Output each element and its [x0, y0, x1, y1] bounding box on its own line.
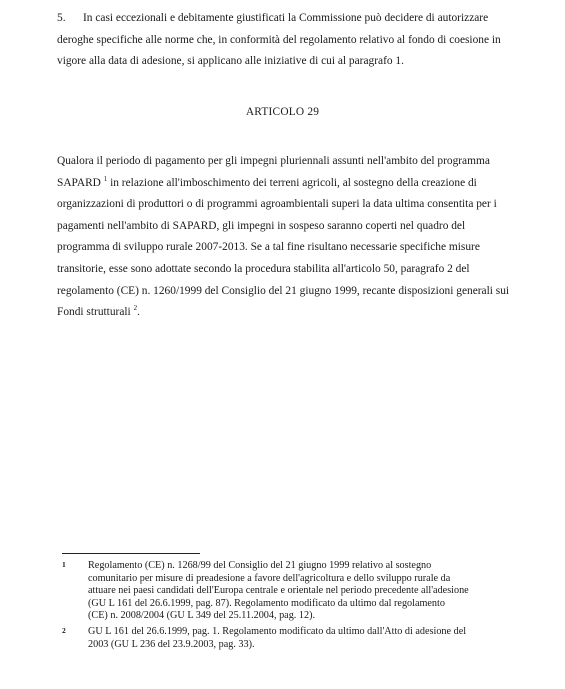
article-line: pagamenti nell'ambito di SAPARD, gli impegni in sospeso saranno coperti nel quadro del [57, 219, 466, 232]
footnote-number: 1 [62, 560, 66, 569]
article-heading: ARTICOLO 29 [245, 106, 320, 118]
article-line: Qualora il periodo di pagamento per gli impegni pluriennali assunti nell'ambito del programma [57, 155, 490, 167]
footnote-line: (CE) n. 2008/2004 (GU L 349 del 25.11.2004, pag. 12). [88, 610, 316, 622]
footnote-line: attuare nei paesi candidati dell'Europa centrale e orientale nel periodo precedente all'adesione [88, 585, 469, 597]
paragraph-5-line: deroghe specifiche alle norme che, in conformità del regolamento relativo al fondo di coesione in [57, 33, 501, 46]
footnote-ref-2[interactable]: 2 [133, 304, 138, 313]
article-line: programma di sviluppo rurale 2007-2013. Se a tal fine risultano necessarie specifiche misure [57, 241, 480, 254]
footnote-line: 2003 (GU L 236 del 23.9.2003, pag. 33). [88, 638, 255, 650]
footnote-line: (GU L 161 del 26.6.1999, pag. 87). Regolamento modificato da ultimo dal regolamento [88, 597, 445, 609]
footnote-line: GU L 161 del 26.6.1999, pag. 1. Regolamento modificato da ultimo dall'Atto di adesione del [88, 625, 467, 637]
footnote-line: comunitario per misure di preadesione a favore dell'agricoltura e dello sviluppo rurale da [88, 572, 451, 584]
paragraph-5-line: vigore alla data di adesione, si applicano alle iniziative di cui al paragrafo 1. [57, 55, 404, 67]
article-body [57, 151, 525, 324]
paragraph-5-line: In casi eccezionali e debitamente giustificati la Commissione può decidere di autorizzare [83, 12, 489, 24]
article-line: organizzazioni di produttori o di programmi agroambientali superi la data ultima consentita per i [57, 198, 497, 211]
article-line: regolamento (CE) n. 1260/1999 del Consiglio del 21 giugno 1999, recante disposizioni generali sui [57, 284, 510, 297]
footnote-line: Regolamento (CE) n. 1268/99 del Consiglio del 21 giugno 1999 relativo al sostegno [88, 560, 432, 571]
footnote-2 [62, 626, 532, 651]
paragraph-5 [57, 8, 517, 73]
article-line: SAPARD $^1$ in relazione all'imboschimento dei terreni agricoli, al sostegno della creazione di [57, 174, 477, 189]
paragraph-number: 5. [57, 12, 66, 24]
footnote-1 [62, 560, 532, 623]
footnotes [62, 560, 532, 654]
footnote-divider [62, 553, 200, 554]
article-line: Fondi strutturali $^2$. [57, 304, 140, 319]
footnote-ref-1[interactable]: 1 [103, 174, 108, 183]
footnote-number: 2 [62, 625, 66, 635]
article-line: transitorie, esse sono adottate secondo la procedura stabilita all'articolo 50, paragrafo 2 del [57, 262, 470, 275]
